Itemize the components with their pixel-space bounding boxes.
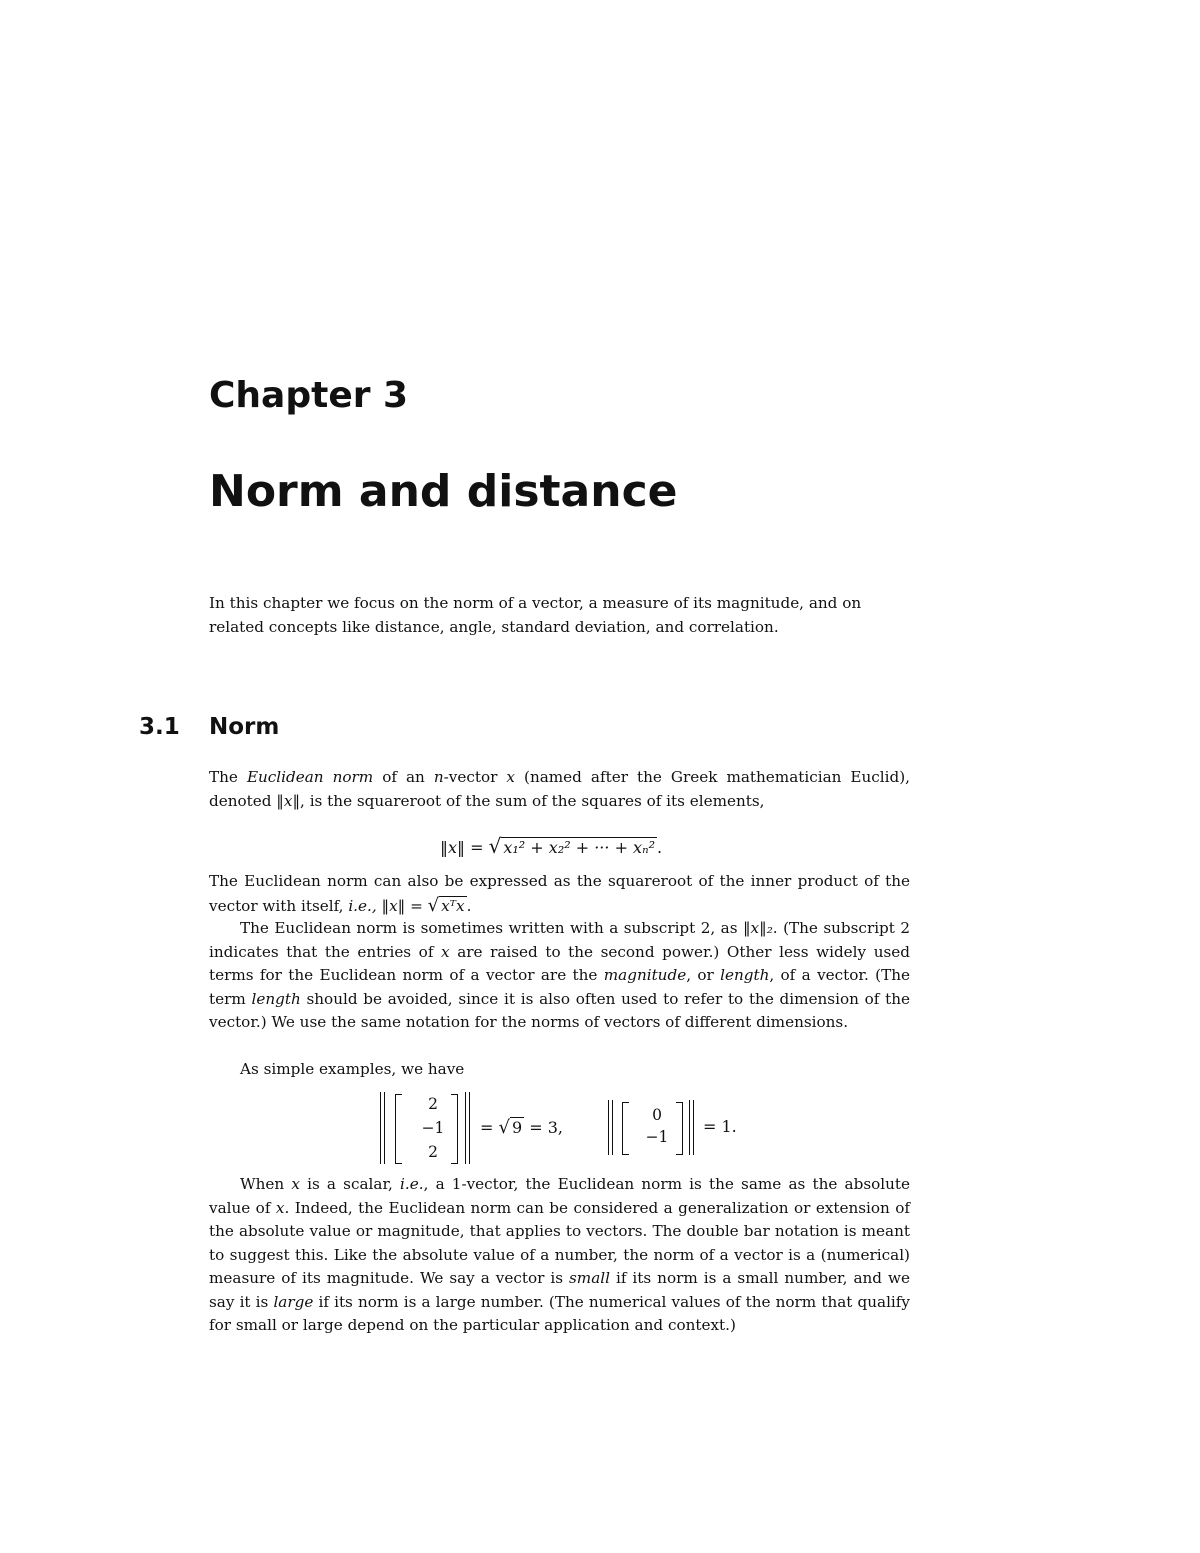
term-length: length bbox=[251, 989, 301, 1008]
text-run: if its norm is a small number, and we say it is bbox=[209, 1269, 910, 1311]
math-norm-2: ‖x‖₂ bbox=[742, 919, 773, 937]
norm-bar-right-inner bbox=[689, 1100, 690, 1155]
vector-entry: 0 bbox=[652, 1106, 662, 1124]
text-run: The Euclidean norm is sometimes written with a subscript 2, as bbox=[240, 919, 743, 937]
paragraph-inner-product bbox=[209, 870, 910, 918]
sqrt-inner-product: xᵀx bbox=[441, 896, 465, 915]
text-run: . (The subscript 2 indicates that the entries of bbox=[209, 919, 910, 961]
equation-norm-definition bbox=[440, 834, 662, 858]
bracket-left bbox=[395, 1094, 402, 1164]
math-norm: ‖x‖ bbox=[276, 791, 301, 810]
term-small: small bbox=[569, 1269, 610, 1287]
equation-lhs: ‖x‖ = bbox=[440, 838, 489, 857]
section-title: Norm bbox=[209, 714, 280, 740]
norm-bar-left-inner bbox=[384, 1092, 385, 1164]
norm-bar-left-outer bbox=[608, 1100, 609, 1155]
bracket-left bbox=[622, 1102, 629, 1155]
vector-entries bbox=[642, 1104, 672, 1148]
equation-radicand: x₁² + x₂² + ··· + xₙ² bbox=[503, 838, 655, 857]
norm-bar-right-inner bbox=[465, 1092, 466, 1164]
vector-entry: 2 bbox=[428, 1143, 438, 1161]
abbrev-ie: i.e. bbox=[348, 896, 372, 915]
term-euclidean-norm: Euclidean norm bbox=[246, 768, 374, 786]
text-run: The Euclidean norm can also be expressed as the squareroot of the inner product of the vector with itself, bbox=[209, 872, 910, 915]
text-run: are raised to the second power.) Other less widely used terms for the Euclidean norm of a vector are the bbox=[209, 942, 910, 984]
text-run: . bbox=[466, 896, 472, 915]
norm-bar-left-outer bbox=[380, 1092, 381, 1164]
text-run: (named after the Greek mathematician Euclid), denoted bbox=[209, 768, 910, 810]
text-run: , ‖x‖ = bbox=[371, 896, 428, 915]
text-run: , of a vector. (The term bbox=[209, 966, 910, 1008]
sqrt-symbol: √ bbox=[498, 1117, 510, 1138]
chapter-intro: In this chapter we focus on the norm of a vector, a measure of its magnitude, and on related concepts like distance, angle, standard deviation, and correlation. bbox=[209, 594, 862, 636]
math-var: x bbox=[441, 942, 450, 961]
text-run: . Indeed, the Euclidean norm can be considered a generalization or extension of the absolute value or magnitude, that applies to vectors. The double bar notation is meant to suggest this. Like the absolute value of a number, the norm of a vector is a (numerical) measure of its magnitude. We say a vector is bbox=[209, 1198, 911, 1287]
vector-entry: −1 bbox=[421, 1119, 445, 1137]
term-magnitude: magnitude bbox=[603, 966, 687, 984]
bracket-right bbox=[451, 1094, 458, 1164]
equals-sign: = bbox=[480, 1118, 499, 1137]
bracket-right bbox=[676, 1102, 683, 1155]
term-length: length bbox=[720, 966, 770, 984]
text-run: of an bbox=[373, 768, 434, 786]
sqrt-symbol: √ bbox=[427, 894, 440, 916]
text-run: , a 1-vector, the Euclidean norm is the same as the absolute value of bbox=[209, 1175, 910, 1217]
term-large: large bbox=[273, 1292, 314, 1311]
example-1-value: = 3, bbox=[524, 1118, 564, 1137]
example-2-result: = 1. bbox=[703, 1117, 737, 1136]
text-run: if its norm is a large number. (The numerical values of the norm that qualify for small or large depend on the particular application and context.) bbox=[209, 1292, 910, 1334]
paragraph-scalar-case bbox=[209, 1173, 910, 1338]
text-run: When bbox=[240, 1175, 292, 1193]
paragraph-subscript bbox=[209, 917, 910, 1035]
sqrt-radicand: 9 bbox=[511, 1118, 523, 1137]
equation-period: . bbox=[656, 838, 663, 857]
text-run: The bbox=[209, 768, 247, 786]
chapter-title: Norm and distance bbox=[209, 466, 678, 517]
sqrt-symbol: √ bbox=[488, 834, 502, 858]
norm-bar-right-outer bbox=[693, 1100, 694, 1155]
text-run: is a scalar, bbox=[299, 1175, 401, 1193]
math-var: n bbox=[433, 768, 444, 786]
math-var: x bbox=[291, 1175, 300, 1193]
paragraph-examples-intro: As simple examples, we have bbox=[240, 1060, 465, 1078]
paragraph-definition bbox=[209, 766, 910, 813]
vector-entry: 2 bbox=[428, 1095, 438, 1113]
vector-entry: −1 bbox=[645, 1128, 669, 1146]
norm-bar-left-inner bbox=[612, 1100, 613, 1155]
text-run: , or bbox=[686, 966, 721, 984]
norm-bar-right-outer bbox=[469, 1092, 470, 1164]
example-1-result bbox=[480, 1117, 563, 1138]
chapter-label: Chapter 3 bbox=[209, 375, 409, 416]
text-run: should be avoided, since it is also often used to refer to the dimension of the vector.) We use the same notation for the norms of vectors of different dimensions. bbox=[209, 989, 910, 1031]
vector-entries bbox=[418, 1092, 448, 1164]
section-number: 3.1 bbox=[139, 714, 180, 740]
text-run: -vector bbox=[443, 768, 507, 786]
math-var: x bbox=[275, 1198, 285, 1217]
abbrev-ie: i.e. bbox=[400, 1175, 424, 1193]
math-var: x bbox=[506, 768, 515, 786]
text-run: , is the squareroot of the sum of the squares of its elements, bbox=[300, 791, 765, 810]
